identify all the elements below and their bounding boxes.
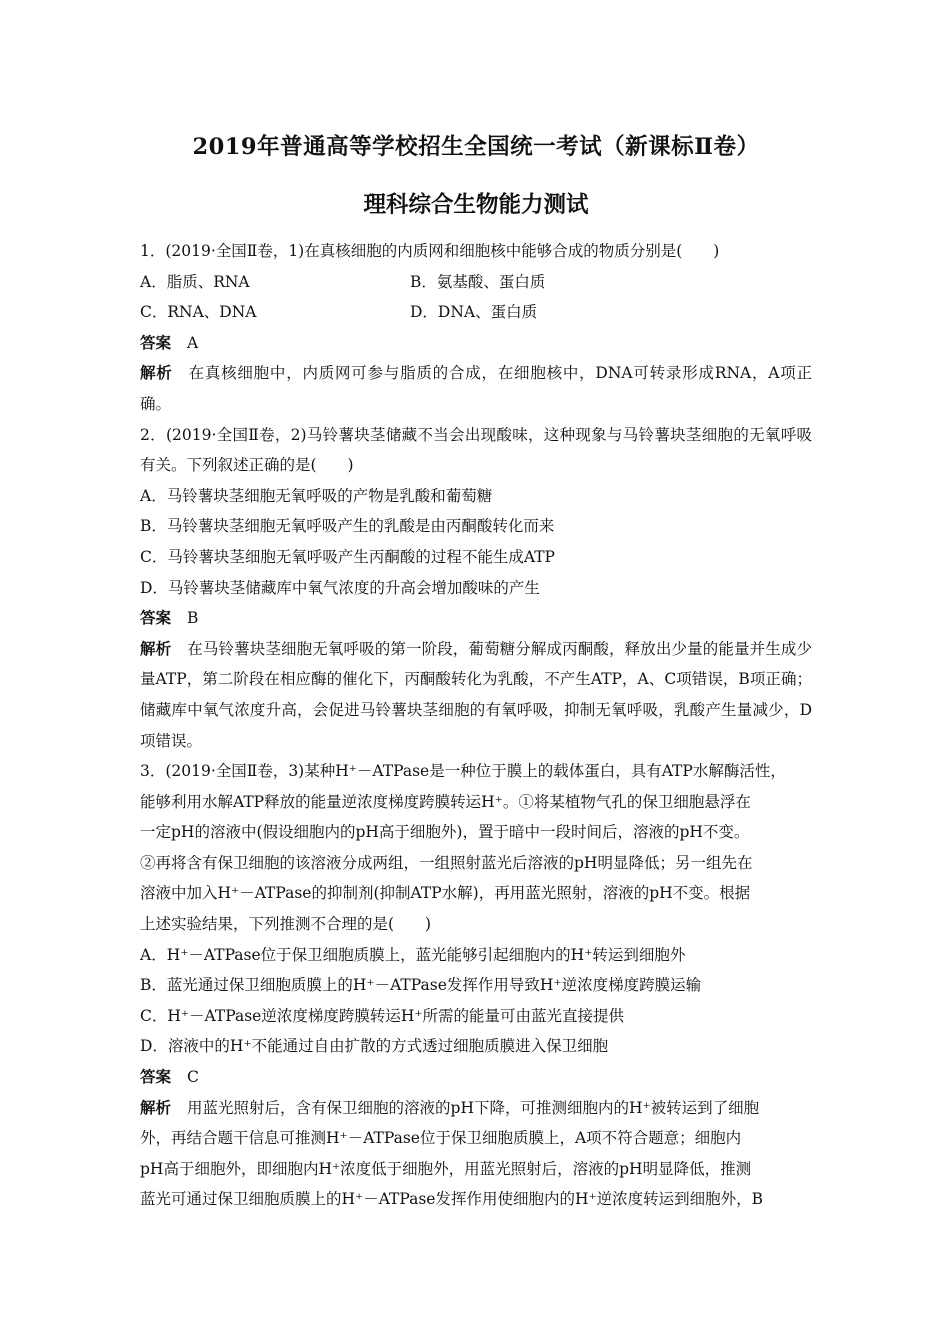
- option-a: A．脂质、RNA: [140, 272, 250, 291]
- option-a: A．马铃薯块茎细胞无氧呼吸的产物是乳酸和葡萄糖: [140, 486, 493, 505]
- question-stem-line: 一定pH的溶液中(假设细胞内的pH高于细胞外)，置于暗中一段时间后，溶液的pH不变。: [140, 823, 750, 842]
- option-c: C．RNA、DNA: [140, 303, 257, 322]
- question-stem: 1．(2019·全国Ⅱ卷，1)在真核细胞的内质网和细胞核中能够合成的物质分别是( ): [140, 242, 720, 260]
- answer-line: [140, 1062, 812, 1093]
- analysis-text: 在真核细胞中，内质网可参与脂质的合成，在细胞核中，DNA可转录形成RNA，A项正确。: [140, 364, 812, 413]
- option-b: B．氨基酸、蛋白质: [410, 272, 546, 291]
- analysis-label: 解析: [140, 363, 173, 383]
- page-subtitle: 理科综合生物能力测试: [363, 192, 589, 218]
- option-c: C．H⁺－ATPase逆浓度梯度跨膜转运H⁺所需的能量可由蓝光直接提供: [140, 1006, 625, 1025]
- question-3: [140, 756, 812, 1215]
- answer-value: C: [187, 1068, 199, 1087]
- question-stem-line: ②再将含有保卫细胞的该溶液分成两组，一组照射蓝光后溶液的pH明显降低；另一组先在: [140, 853, 753, 872]
- option-row: [140, 297, 812, 328]
- analysis-label: 解析: [140, 638, 172, 658]
- document-page: [140, 132, 812, 1215]
- analysis-text: 在马铃薯块茎细胞无氧呼吸的第一阶段，葡萄糖分解成丙酮酸，释放出少量的能量并生成少量ATP，第二阶段在相应酶的催化下，丙酮酸转化为乳酸，不产生ATP，A、C项错误，B项正确；储藏库中氧气浓度升高，会促进马铃薯块茎细胞的有氧呼吸，抑制无氧呼吸，乳酸产生量减少，D项错误。: [140, 639, 812, 750]
- analysis-line: [140, 634, 812, 756]
- question-2: [140, 420, 812, 757]
- analysis-text-line: pH高于细胞外，即细胞内H⁺浓度低于细胞外，用蓝光照射后，溶液的pH明显降低，推测: [140, 1159, 752, 1178]
- page-title: 2019年普通高等学校招生全国统一考试（新课标Ⅱ卷）: [192, 134, 760, 160]
- answer-line: [140, 328, 812, 359]
- question-stem: 2．(2019·全国Ⅱ卷，2)马铃薯块茎储藏不当会出现酸味，这种现象与马铃薯块茎细胞的无氧呼吸有关。下列叙述正确的是( ): [140, 425, 812, 475]
- option-b: B．马铃薯块茎细胞无氧呼吸产生的乳酸是由丙酮酸转化而来: [140, 517, 555, 536]
- question-stem-line: 能够利用水解ATP释放的能量逆浓度梯度跨膜转运H⁺。①将某植物气孔的保卫细胞悬浮在: [140, 792, 751, 811]
- question-1: [140, 236, 812, 420]
- answer-value: A: [187, 333, 199, 352]
- analysis-text-line: 外，再结合题干信息可推测H⁺－ATPase位于保卫细胞质膜上，A项不符合题意；细胞内: [140, 1129, 742, 1148]
- analysis-line: [140, 358, 812, 419]
- analysis-label: 解析: [140, 1097, 172, 1117]
- question-stem-line: 3．(2019·全国Ⅱ卷，3)某种H⁺－ATPase是一种位于膜上的载体蛋白，具有ATP水解酶活性，: [140, 762, 786, 781]
- answer-line: [140, 603, 812, 634]
- analysis-text-line: 用蓝光照射后，含有保卫细胞的溶液的pH下降，可推测细胞内的H⁺被转运到了细胞: [187, 1098, 760, 1117]
- analysis-text-line: 蓝光可通过保卫细胞质膜上的H⁺－ATPase发挥作用使细胞内的H⁺逆浓度转运到细胞外，B: [140, 1190, 764, 1209]
- option-d: D．溶液中的H⁺不能通过自由扩散的方式透过细胞质膜进入保卫细胞: [140, 1037, 609, 1056]
- answer-label: 答案: [140, 1067, 172, 1087]
- option-d: D．DNA、蛋白质: [410, 303, 538, 322]
- option-row: [140, 267, 812, 298]
- question-stem-line: 溶液中加入H⁺－ATPase的抑制剂(抑制ATP水解)，再用蓝光照射，溶液的pH不变。根据: [140, 884, 751, 903]
- option-c: C．马铃薯块茎细胞无氧呼吸产生丙酮酸的过程不能生成ATP: [140, 547, 555, 566]
- option-a: A．H⁺－ATPase位于保卫细胞质膜上，蓝光能够引起细胞内的H⁺转运到细胞外: [140, 945, 686, 964]
- answer-label: 答案: [140, 332, 172, 352]
- answer-label: 答案: [140, 608, 172, 628]
- option-b: B．蓝光通过保卫细胞质膜上的H⁺－ATPase发挥作用导致H⁺逆浓度梯度跨膜运输: [140, 976, 702, 995]
- option-d: D．马铃薯块茎储藏库中氧气浓度的升高会增加酸味的产生: [140, 578, 540, 597]
- analysis-line: [140, 1093, 812, 1124]
- answer-value: B: [187, 609, 199, 628]
- question-stem-line: 上述实验结果，下列推测不合理的是( ): [140, 915, 432, 934]
